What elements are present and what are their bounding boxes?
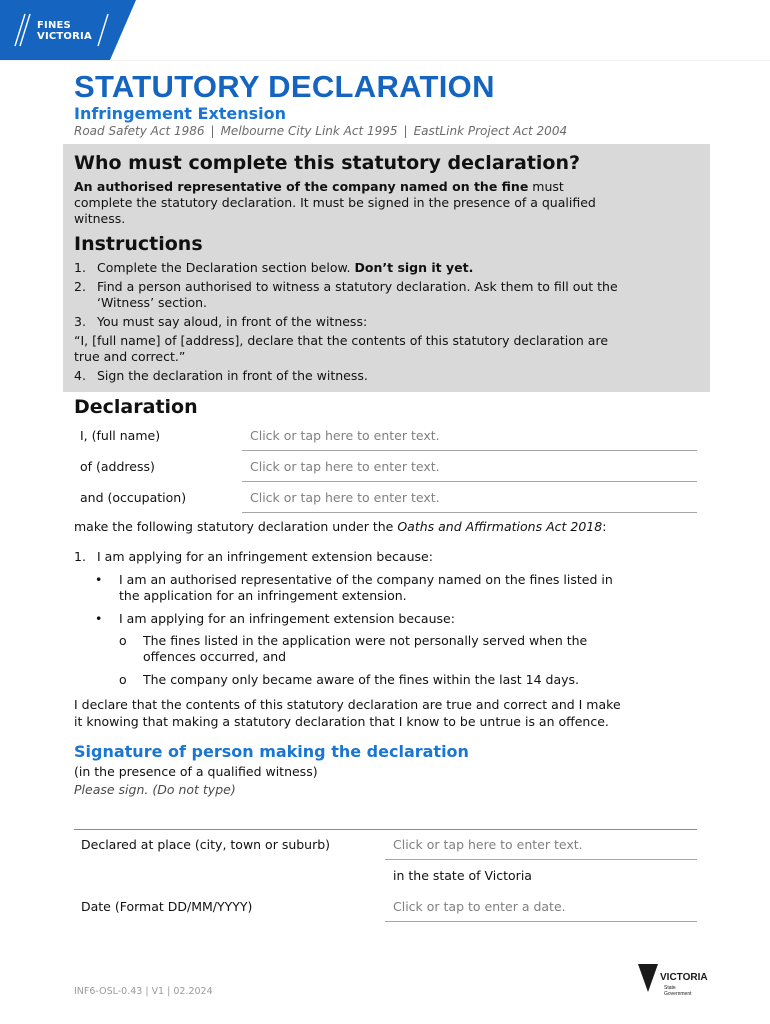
bullet-text (119, 572, 613, 604)
act-name: Oaths and Affirmations Act 2018 (397, 519, 603, 534)
signature-sub: (in the presence of a qualified witness) (74, 764, 318, 779)
logo-line-fines: FINES (37, 20, 71, 31)
sub-marker: o (119, 672, 127, 687)
instruction-step-4 (74, 368, 699, 384)
item-number: 1. (74, 549, 86, 564)
fines-victoria-logo (0, 0, 136, 60)
step-number: 3. (74, 314, 86, 329)
instruction-step-3 (74, 314, 699, 330)
sub-text: The company only became aware of the fines within the last 14 days. (143, 672, 580, 687)
step-number: 2. (74, 279, 86, 294)
document-subtitle: Infringement Extension (74, 104, 287, 123)
occupation-label: and (occupation) (80, 490, 187, 505)
sub-marker: o (119, 633, 127, 648)
gov-logo-line1: State (664, 985, 676, 991)
instructions-heading: Instructions (74, 233, 203, 255)
victoria-government-logo (638, 962, 708, 1002)
quote-line: true and correct.” (74, 349, 186, 364)
declaration-intro (74, 518, 699, 535)
step-text: ‘Witness’ section. (97, 295, 208, 310)
address-field[interactable] (242, 451, 697, 482)
address-placeholder: Click or tap here to enter text. (250, 459, 440, 474)
step-number: 4. (74, 368, 86, 383)
step-text: Complete the Declaration section below. (97, 260, 355, 275)
declaration-closing (74, 696, 699, 730)
address-row (74, 451, 697, 482)
date-label: Date (Format DD/MM/YYYY) (81, 899, 253, 914)
step-text: Find a person authorised to witness a statutory declaration. Ask them to fill out the (97, 279, 618, 294)
full-name-row (74, 420, 697, 451)
sub-line: The fines listed in the application were not personally served when the (143, 633, 588, 648)
step-number: 1. (74, 260, 86, 275)
who-line2: complete the statutory declaration. It must be signed in the presence of a qualified (74, 195, 596, 210)
intro-text: make the following statutory declaration under the (74, 519, 398, 534)
date-placeholder: Click or tap to enter a date. (393, 899, 566, 914)
sub-line: offences occurred, and (143, 649, 287, 664)
act-eastlink: EastLink Project Act 2004 (413, 124, 568, 138)
who-bold-text: An authorised representative of the company named on the fine (74, 179, 529, 194)
act-separator: | (403, 124, 408, 138)
step-text: You must say aloud, in front of the witness: (97, 314, 368, 329)
act-city-link: Melbourne City Link Act 1995 (220, 124, 398, 138)
step-bold: Don’t sign it yet. (354, 260, 474, 275)
address-label: of (address) (80, 459, 155, 474)
act-separator: | (210, 124, 215, 138)
signature-heading: Signature of person making the declaration (74, 742, 469, 761)
place-label: Declared at place (city, town or suburb) (81, 837, 331, 852)
bullet-line: the application for an infringement extension. (119, 588, 407, 603)
instruction-step-1 (74, 260, 699, 276)
closing-line: I declare that the contents of this statutory declaration are true and correct and I make (74, 697, 621, 712)
closing-line: it knowing that making a statutory declaration that I know to be untrue is an offence. (74, 714, 609, 729)
who-heading: Who must complete this statutory declaration? (74, 152, 581, 174)
full-name-field[interactable] (242, 420, 697, 451)
gov-logo-word: VICTORIA (660, 972, 708, 983)
place-field[interactable] (385, 829, 697, 860)
act-road-safety: Road Safety Act 1986 (74, 124, 205, 138)
footer-code: INF6-OSL-0.43 | V1 | 02.2024 (74, 986, 213, 997)
signature-note: Please sign. (Do not type) (74, 782, 236, 797)
gov-logo-line2: Government (664, 991, 692, 997)
full-name-label: I, (full name) (80, 428, 161, 443)
who-line1-rest: must (528, 179, 564, 194)
who-body (74, 179, 699, 227)
instruction-step-2 (74, 279, 699, 311)
full-name-placeholder: Click or tap here to enter text. (250, 428, 440, 443)
logo-line-victoria: VICTORIA (37, 31, 92, 42)
step-text: Sign the declaration in front of the witness. (97, 368, 368, 383)
sub-text (143, 633, 587, 665)
occupation-field[interactable] (242, 482, 697, 513)
spoken-quote (74, 333, 699, 365)
page-header (0, 0, 770, 61)
who-line3: witness. (74, 211, 126, 226)
declaration-heading: Declaration (74, 396, 198, 418)
place-placeholder: Click or tap here to enter text. (393, 837, 583, 852)
instructions-list (74, 260, 699, 387)
state-text: in the state of Victoria (393, 868, 532, 883)
item-text: I am applying for an infringement extension because: (97, 549, 433, 564)
quote-line: “I, [full name] of [address], declare that the contents of this statutory declaration are (74, 333, 609, 348)
intro-end: : (602, 519, 607, 534)
bullet-marker: • (95, 611, 103, 626)
bullet-line: I am an authorised representative of the company named on the fines listed in (119, 572, 613, 587)
document-title: STATUTORY DECLARATION (74, 69, 495, 104)
date-field[interactable] (385, 891, 697, 922)
occupation-row (74, 482, 697, 513)
bullet-text: I am applying for an infringement extension because: (119, 611, 455, 626)
occupation-placeholder: Click or tap here to enter text. (250, 490, 440, 505)
bullet-marker: • (95, 572, 103, 587)
acts-line (74, 124, 567, 138)
